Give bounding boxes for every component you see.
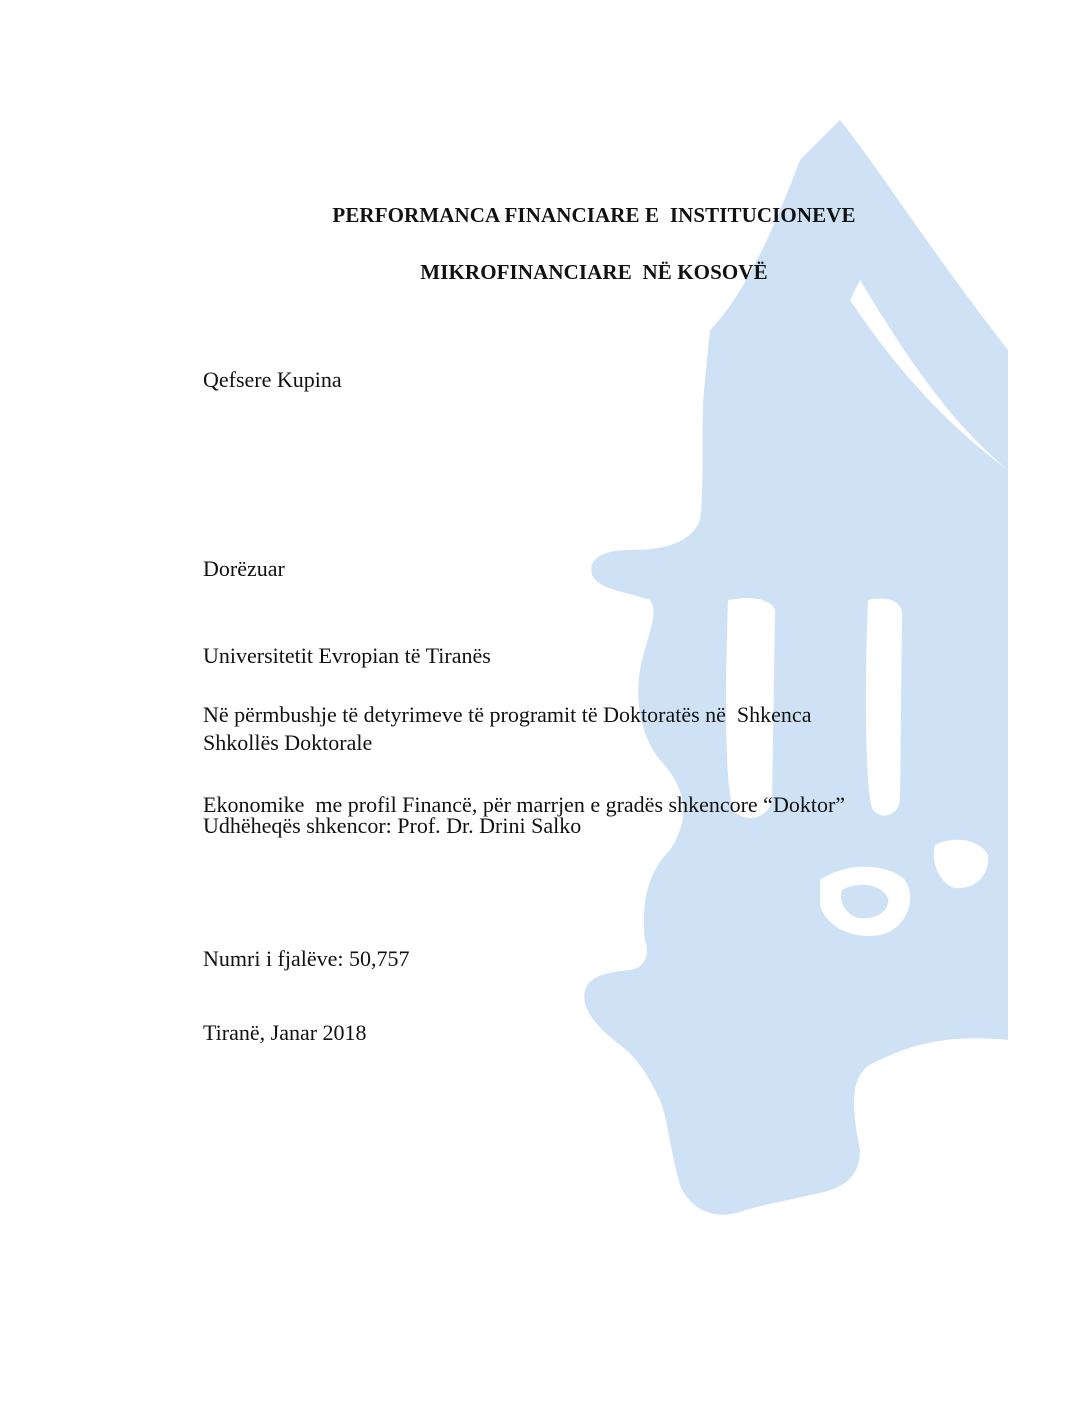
place-and-date: Tiranë, Janar 2018: [203, 1020, 367, 1045]
submitted-label: Dorëzuar: [203, 556, 285, 581]
school-name: Shkollës Doktorale: [203, 730, 373, 755]
fulfillment-line-2: Ekonomike me profil Financë, për marrjen e gradës shkencore “Doktor”: [203, 792, 846, 817]
fulfillment-line-1: Në përmbushje të detyrimeve të programit të Doktoratës në Shkenca: [203, 702, 812, 727]
fulfillment-statement: [203, 640, 845, 880]
university-name: Universitetit Evropian të Tiranës: [203, 643, 491, 668]
document-title-line-2: MIKROFINANCIARE NË KOSOVË: [420, 260, 768, 284]
word-count: Numri i fjalëve: 50,757: [203, 946, 410, 971]
author-name: Qefsere Kupina: [203, 367, 342, 392]
document-title-line-1: PERFORMANCA FINANCIARE E INSTITUCIONEVE: [332, 203, 856, 227]
supervisor-line: Udhëheqës shkencor: Prof. Dr. Drini Salko: [203, 813, 582, 838]
